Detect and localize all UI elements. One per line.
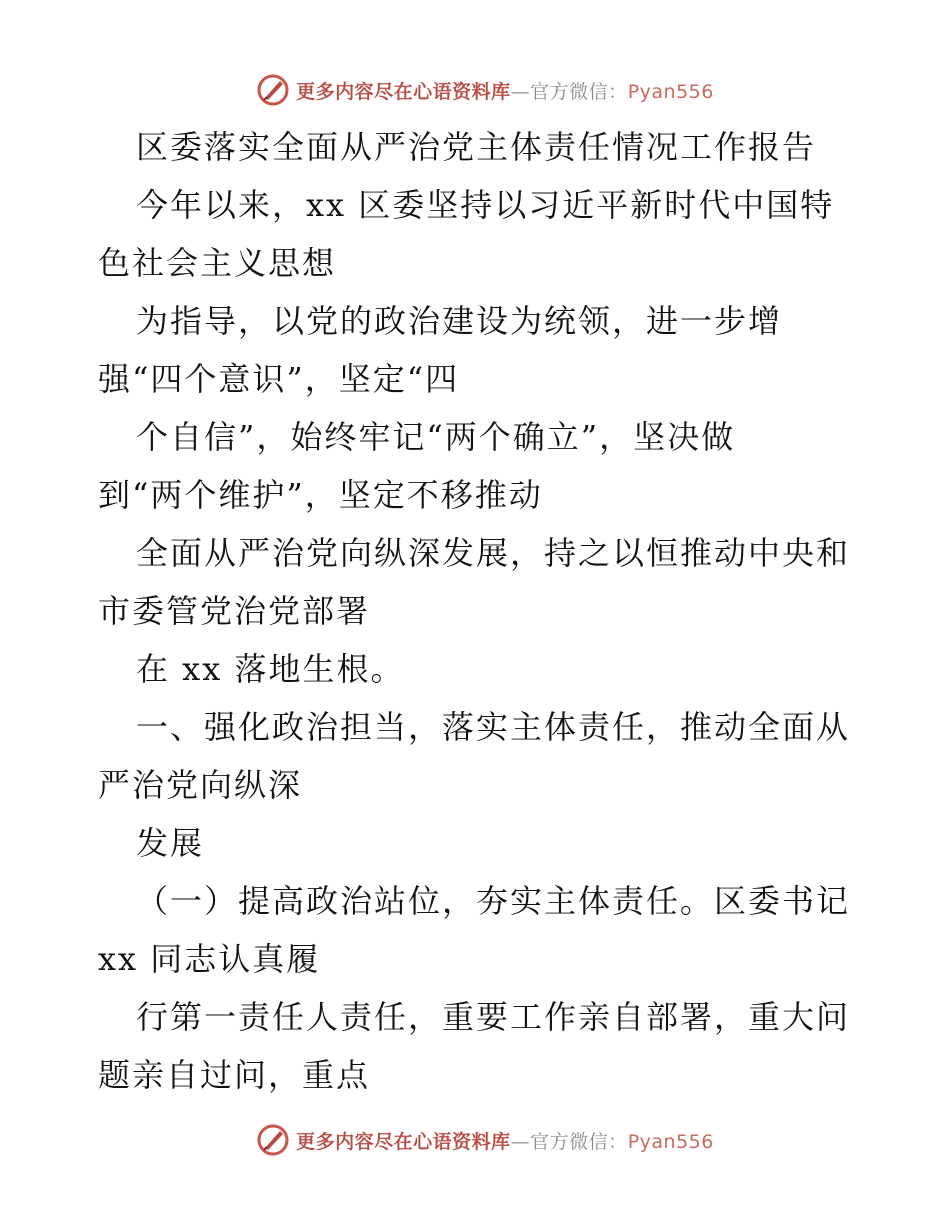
body-line: 题亲自过问，重点 xyxy=(98,1056,371,1094)
section-heading: 一、强化政治担当，落实主体责任，推动全面从 xyxy=(136,708,851,746)
subsection-line: （一）提高政治站位，夯实主体责任。区委书记 xyxy=(136,882,851,920)
body-line: xx 同志认真履 xyxy=(98,940,321,978)
body-line: 今年以来，xx 区委坚持以习近平新时代中国特 xyxy=(136,186,835,224)
watermark-text xyxy=(296,77,714,104)
header-watermark-banner xyxy=(0,70,950,110)
section-heading-continued: 严治党向纵深 xyxy=(98,766,303,804)
watermark-brand: 更多内容尽在心语资料库 xyxy=(296,80,511,103)
watermark-label: 官方微信： xyxy=(530,1130,628,1153)
body-line: 行第一责任人责任，重要工作亲自部署，重大问 xyxy=(136,998,851,1036)
watermark-brand: 更多内容尽在心语资料库 xyxy=(296,1130,511,1153)
watermark-dash: — xyxy=(510,80,531,103)
body-line: 到“两个维护”，坚定不移推动 xyxy=(98,476,543,514)
body-line: 市委管党治党部署 xyxy=(98,592,371,630)
body-line: 强“四个意识”，坚定“四 xyxy=(98,360,460,398)
body-line: 个自信”，始终牢记“两个确立”，坚决做 xyxy=(136,418,736,456)
watermark-wechat-id: Pyan556 xyxy=(627,1130,714,1153)
body-line: 色社会主义思想 xyxy=(98,244,337,282)
body-line: 全面从严治党向纵深发展，持之以恒推动中央和 xyxy=(136,534,851,572)
watermark-wechat-id: Pyan556 xyxy=(627,80,714,103)
quill-logo-icon xyxy=(256,1123,290,1157)
watermark-label: 官方微信： xyxy=(530,80,628,103)
document-title: 区委落实全面从严治党主体责任情况工作报告 xyxy=(136,128,817,166)
body-line: 为指导，以党的政治建设为统领，进一步增 xyxy=(136,302,783,340)
quill-logo-icon xyxy=(256,73,290,107)
body-line: 在 xx 落地生根。 xyxy=(136,650,405,688)
watermark-text xyxy=(296,1127,714,1154)
document-body xyxy=(98,118,878,1104)
watermark-dash: — xyxy=(510,1130,531,1153)
section-heading-continued: 发展 xyxy=(136,824,205,862)
footer-watermark-banner xyxy=(0,1120,950,1160)
